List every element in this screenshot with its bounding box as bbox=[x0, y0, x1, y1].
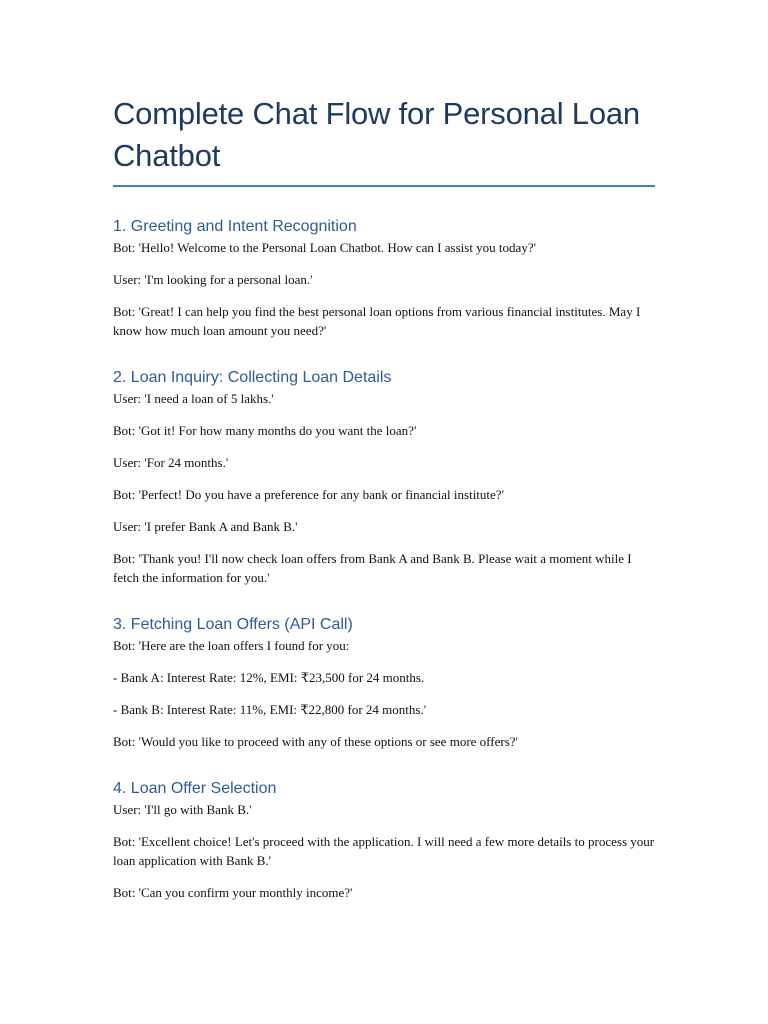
section-loan-inquiry bbox=[113, 367, 655, 587]
chat-line: Bot: 'Got it! For how many months do you want the loan?' bbox=[113, 423, 417, 438]
chat-line: Bot: 'Perfect! Do you have a preference for any bank or financial institute?' bbox=[113, 487, 504, 502]
chat-line: Bot: 'Hello! Welcome to the Personal Loan Chatbot. How can I assist you today?' bbox=[113, 240, 536, 255]
section-offer-selection bbox=[113, 778, 655, 902]
section-heading: 1. Greeting and Intent Recognition bbox=[113, 218, 357, 235]
chat-line: User: 'I need a loan of 5 lakhs.' bbox=[113, 391, 274, 406]
chat-line: User: 'I'm looking for a personal loan.' bbox=[113, 272, 313, 287]
title-divider bbox=[113, 185, 655, 187]
chat-line: - Bank A: Interest Rate: 12%, EMI: ₹23,500 for 24 months. bbox=[113, 670, 425, 685]
chat-line: Bot: 'Can you confirm your monthly income?' bbox=[113, 885, 353, 900]
section-fetching-offers bbox=[113, 614, 655, 751]
chat-line: Bot: 'Thank you! I'll now check loan offers from Bank A and Bank B. Please wait a moment while I fetch the information for you.' bbox=[113, 551, 632, 585]
section-heading: 3. Fetching Loan Offers (API Call) bbox=[113, 616, 353, 633]
document-title: Complete Chat Flow for Personal Loan Chatbot bbox=[113, 96, 640, 173]
chat-line: User: 'I'll go with Bank B.' bbox=[113, 802, 252, 817]
section-greeting bbox=[113, 216, 655, 340]
document-page bbox=[113, 93, 655, 902]
chat-line: User: 'I prefer Bank A and Bank B.' bbox=[113, 519, 298, 534]
chat-line: Bot: 'Would you like to proceed with any of these options or see more offers?' bbox=[113, 734, 518, 749]
section-heading: 2. Loan Inquiry: Collecting Loan Details bbox=[113, 369, 392, 386]
section-heading: 4. Loan Offer Selection bbox=[113, 780, 277, 797]
chat-line: User: 'For 24 months.' bbox=[113, 455, 229, 470]
chat-line: Bot: 'Here are the loan offers I found for you: bbox=[113, 638, 350, 653]
chat-line: Bot: 'Excellent choice! Let's proceed with the application. I will need a few more details to process your loan application with Bank B.' bbox=[113, 834, 655, 868]
chat-line: - Bank B: Interest Rate: 11%, EMI: ₹22,800 for 24 months.' bbox=[113, 702, 427, 717]
chat-line: Bot: 'Great! I can help you find the best personal loan options from various financial institutes. May I know how much loan amount you need?' bbox=[113, 304, 641, 338]
